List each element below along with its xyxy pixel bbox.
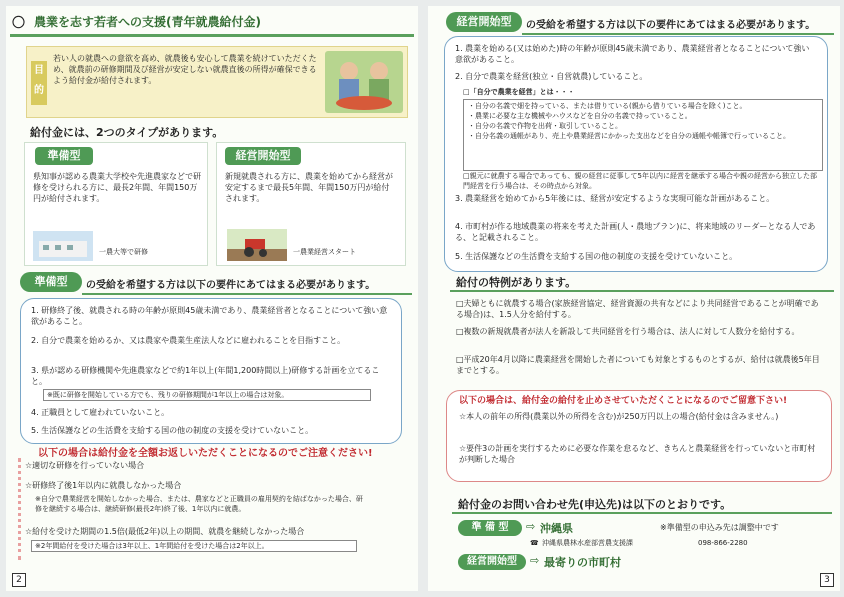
stop-heading: 以下の場合は、給付金の給付を止めさせていただくことになるのでご留意下さい! (459, 396, 788, 406)
contact1-dept: 沖縄県農林水産部営農支援課 (542, 539, 633, 547)
page-number-right: 3 (820, 573, 834, 587)
farmers-photo (325, 51, 403, 113)
req-box (20, 298, 402, 444)
refund-heading: 以下の場合は給付金を全額お返しいただくことになるのでご注意ください! (38, 448, 373, 459)
phone-icon: ☎ (530, 539, 539, 547)
page-title: 農業を志す若者への支援(青年就農給付金) (34, 15, 261, 29)
right-req-item-1: 1. 農業を始める(又は始めた)時の年齢が原則45歳未満であり、農業経営者となることについて強い意欲があること。 (455, 44, 810, 64)
page-number-left: 2 (12, 573, 26, 587)
refund-note-2: ※自分で農業経営を開始しなかった場合、または、農家などと正職員の雇用契約を結ばなかった場合、研修を継続する場合は、継続研修(最長2年)終了後、1年以内に就農。 (35, 495, 363, 513)
right-req-box (444, 36, 828, 272)
refund-item-1: ☆適切な研修を行っていない場合 (25, 461, 145, 470)
contact2-arrow-icon: ⇨ (530, 554, 540, 567)
stop-item-2: ☆要件3の計画を実行するために必要な作業を怠るなど、きちんと農業経営を行っていないと市町村が判断した場合 (459, 444, 816, 464)
sub-item-1: ・自分の名義で畑を持っている、または借りている(親から借りている場合を除く)こと。 (468, 102, 747, 110)
contact1-org: 沖縄県 (540, 522, 573, 535)
purpose-text: 若い人の就農への意欲を高め、就農後も安心して農業を続けていただくため、就農前の研修期間及び経営が安定しない就農直後の所得が確保できるよう給付金が給付されます。 (53, 54, 317, 85)
req-item-2: 2. 自分で農業を始めるか、又は農家や農業生産法人などに雇われることを目指すこと。 (31, 336, 346, 345)
right-req-item-3: 3. 農業経営を始めてから5年後には、経営が安定するような実現可能な計画があること。 (455, 194, 775, 203)
right-page (428, 6, 840, 591)
type2-label: 経営開始型 (225, 147, 301, 165)
req-item-1: 1. 研修終了後、就農される時の年齢が原則45歳未満であり、農業経営者となることについて強い意欲があること。 (31, 306, 388, 326)
right-req-heading: の受給を希望する方は以下の要件にあてはまる必要があります。 (526, 20, 816, 31)
right-req-item-2: 2. 自分で農業を経営(独立・自営就農)していること。 (455, 72, 648, 81)
sub-title: □「自分で農業を経営」とは・・・ (463, 88, 575, 96)
left-page (6, 6, 418, 591)
type1-caption: 一農大等で研修 (99, 248, 148, 256)
tractor-photo (227, 229, 287, 261)
sub-note: □親元に就農する場合であっても、親の経営に従事して5年以内に経営を継承する場合や親の経営から独立した部門経営を行う場合は、その時点から対象。 (463, 172, 817, 190)
contact2-label: 経営開始型 (458, 554, 526, 570)
contact1-note: ※準備型の申込み先は調整中です (660, 523, 779, 532)
req-label: 準備型 (20, 272, 82, 292)
right-req-label: 経営開始型 (446, 12, 522, 32)
refund-item-3: ☆給付を受けた期間の1.5倍(最低2年)以上の期間、就農を継続しなかった場合 (25, 527, 305, 536)
heading-mark: 〇 (12, 16, 26, 31)
req-item-4: 4. 正職員として雇われていないこと。 (31, 408, 170, 417)
contact1-arrow-icon: ⇨ (526, 520, 536, 533)
contact2-org: 最寄りの市町村 (544, 556, 621, 569)
contact1-label: 準 備 型 (458, 520, 522, 536)
type1-card (24, 142, 208, 266)
req-item-5: 5. 生活保護などの生活費を支給する国の他の制度の支援を受けていないこと。 (31, 426, 314, 435)
special-item-2: □複数の新規就農者が法人を新設して共同経営を行う場合は、法人に対して人数分を給付する。 (456, 327, 800, 336)
stop-box (446, 390, 832, 482)
sub-box (463, 99, 823, 171)
contact-heading: 給付金のお問い合わせ先(申込先)は以下のとおりです。 (458, 498, 732, 511)
types-heading: 給付金には、2つのタイプがあります。 (30, 126, 224, 139)
title-underline (10, 34, 414, 37)
type1-text: 県知事が認める農業大学校や先進農家などで研修を受けられる方に、最長2年間、年間150万円が給付されます。 (33, 172, 201, 203)
req-underline (82, 293, 412, 295)
right-req-item-4: 4. 市町村が作る地域農業の将来を考えた計画(人・農地プラン)に、将来地域のリーダーとなる人である、と記載されること。 (455, 222, 816, 242)
type1-label: 準備型 (35, 147, 93, 165)
req-item-3: 3. 県が認める研修機関や先進農家などで約1年以上(年間1,200時間以上)研修する計画を立てること。 (31, 366, 380, 386)
contact1-tel: 098-866-2280 (698, 539, 748, 547)
sub-item-4: ・自分名義の通帳があり、売上や農業経営にかかった支出などを自分の通帳や帳簿で行っていること。 (468, 132, 790, 140)
stop-item-1: ☆本人の前年の所得(農業以外の所得を含む)が250万円以上の場合(給付金は含みません。) (459, 412, 779, 421)
refund-block (18, 458, 407, 560)
req-heading: の受給を希望する方は以下の要件にあてはまる必要があります。 (86, 280, 376, 291)
purpose-label: 目的 (31, 61, 47, 105)
right-req-underline (522, 33, 834, 35)
refund-item-2: ☆研修終了後1年以内に就農しなかった場合 (25, 481, 182, 490)
type2-caption: 一農業経営スタート (293, 248, 356, 256)
special-heading: 給付の特例があります。 (456, 276, 577, 289)
purpose-panel (26, 46, 408, 118)
req-note-3: ※既に研修を開始している方でも、残りの研修期間が1年以上の場合は対象。 (43, 389, 371, 401)
type2-text: 新規就農される方に、農業を始めてから経営が安定するまで最長5年間、年間150万円が給付されます。 (225, 172, 393, 203)
school-photo (33, 231, 93, 261)
special-item-1: □夫婦ともに就農する場合(家族経営協定、経営資源の共有などにより共同経営であることが明確である場合)は、1.5人分を給付する。 (456, 299, 819, 319)
right-req-item-5: 5. 生活保護などの生活費を支給する国の他の制度の支援を受けていないこと。 (455, 252, 738, 261)
type2-card (216, 142, 406, 266)
special-underline (450, 290, 834, 292)
refund-note-3: ※2年間給付を受けた場合は3年以上、1年間給付を受けた場合は2年以上。 (31, 540, 357, 552)
special-item-3: □平成20年4月以降に農業経営を開始した者についても対象とするものとするが、給付は就農後5年目までとする。 (456, 355, 820, 375)
contact-underline (452, 512, 832, 514)
sub-item-2: ・農業に必要な主な機械やハウスなどを自分の名義で持っていること。 (468, 112, 692, 120)
sub-item-3: ・自分の名義で作物を出荷・取引していること。 (468, 122, 622, 130)
